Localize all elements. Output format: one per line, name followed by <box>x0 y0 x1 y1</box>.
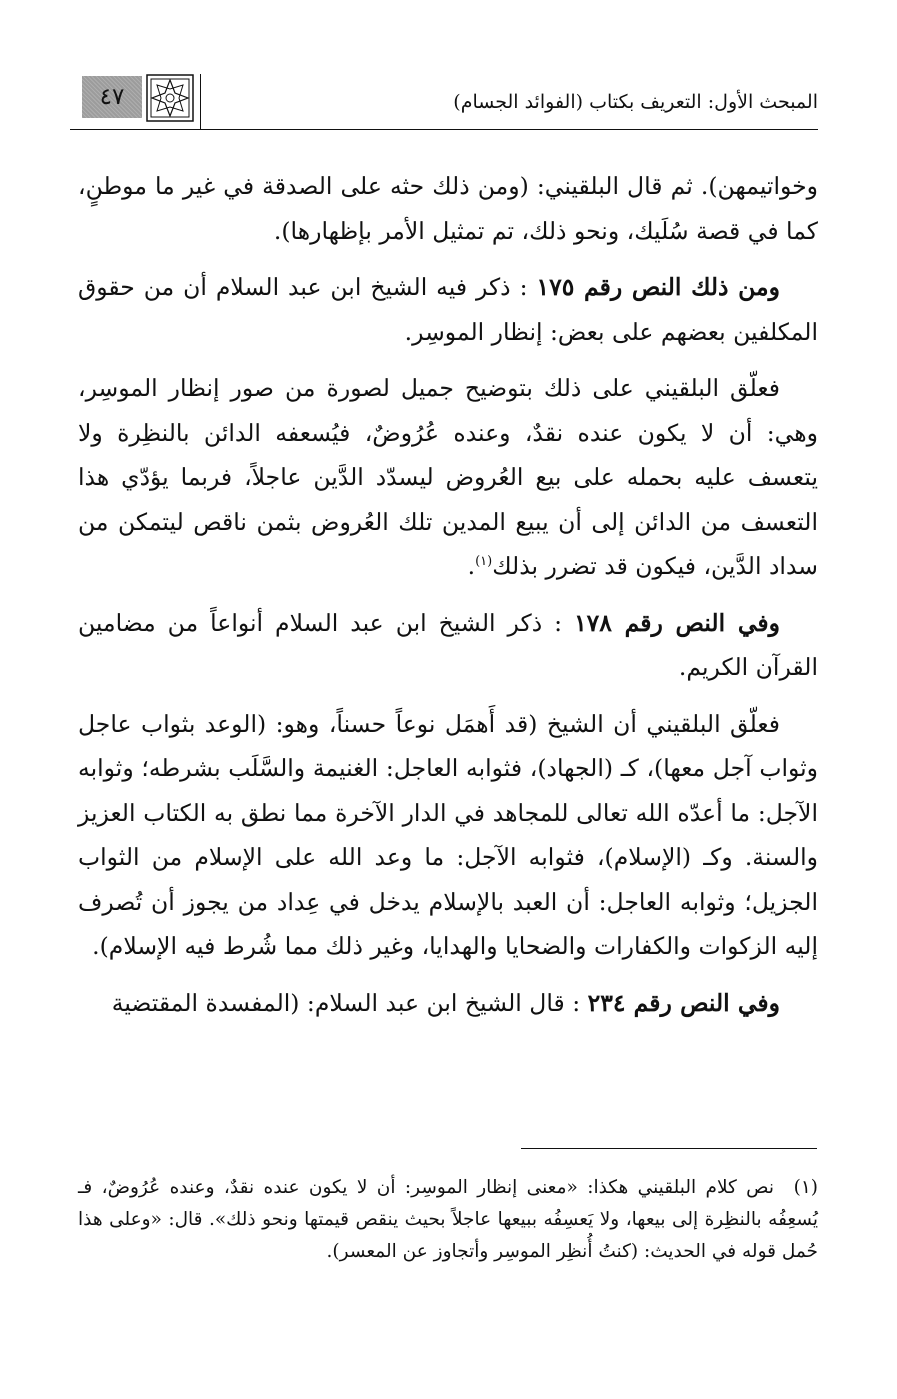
paragraph-lead: وفي النص رقم ١٧٨ <box>574 608 780 637</box>
header-title: المبحث الأول: التعريف بكتاب (الفوائد الجسام) <box>453 91 818 113</box>
paragraph-text: : ذكر الشيخ ابن عبد السلام أنواعاً من مضامين القرآن الكريم. <box>78 608 818 681</box>
footnote-text: نص كلام البلقيني هكذا: «معنى إنظار الموسِر: أن لا يكون عنده نقدٌ، وعنده عُرُوضٌ، فـ يُسعِفُه بالنظِرة إلى بيعها، ولا يَعسِفُه ببيعها عاجلاً بحيث ينقص قيمتها ونحو ذلك». قال: «وعلى هذا حُمل قوله في الحديث: (كنتُ أُنظِر الموسِر وأتجاوز عن المعسر). <box>78 1177 818 1262</box>
footnote-rule <box>521 1148 817 1149</box>
ornament-icon <box>146 74 194 122</box>
paragraph-text: فعلّق البلقيني على ذلك بتوضيح جميل لصورة من صور إنظار الموسِر، وهي: أن لا يكون عنده نقدٌ، وعنده عُرُوضٌ، فيُسعفه الدائن بالنظِرة ولا يتعسف عليه بحمله على بيع العُروض ليسدّد الدَّين عاجلاً، فربما يؤدّي هذا التعسف من الدائن إلى أن يبيع المدين تلك العُروض بثمن ناقص ليتمكن من سداد الدَّين، فيكون قد تضرر بذلك <box>78 374 818 580</box>
header-divider <box>200 74 201 130</box>
paragraph <box>78 265 818 354</box>
paragraph <box>78 366 818 589</box>
footnote-ref[interactable]: (١) <box>475 554 493 570</box>
paragraph-text: وخواتيمهن). ثم قال البلقيني: (ومن ذلك حثه على الصدقة في غير ما موطنٍ، كما في قصة سُلَيك، ونحو ذلك، تم تمثيل الأمر بإظهارها). <box>78 172 818 245</box>
running-header <box>70 70 818 130</box>
paragraph-lead: وفي النص رقم ٢٣٤ <box>587 988 780 1017</box>
paragraph <box>78 164 818 253</box>
paragraph-text: : قال الشيخ ابن عبد السلام: (المفسدة المقتضية <box>111 988 581 1017</box>
page-number-badge <box>82 76 142 118</box>
paragraph-lead: ومن ذلك النص رقم ١٧٥ <box>536 273 780 301</box>
page-number: ٤٧ <box>99 84 125 110</box>
paragraph-text: : ذكر فيه الشيخ ابن عبد السلام أن من حقوق المكلفين بعضهم على بعض: إنظار الموسِر. <box>78 273 818 346</box>
paragraph <box>78 981 818 1026</box>
header-rule <box>70 129 818 130</box>
footnote <box>78 1172 818 1268</box>
footnote-number: (١) <box>793 1177 818 1198</box>
paragraph-text: فعلّق البلقيني أن الشيخ (قد أَهمَل نوعاً حسناً، وهو: (الوعد بثواب عاجل وثواب آجل معها)، كـ (الجهاد)، فثوابه العاجل: الغنيمة والسَّلَب بشرطه؛ وثوابه الآجل: ما أعدّه الله تعالى للمجاهد في الدار الآخرة مما نطق به الكتاب العزيز والسنة. وكـ (الإسلام)، فثوابه الآجل: ما وعد الله على الإسلام من الثواب الجزيل؛ وثوابه العاجل: أن العبد بالإسلام يدخل في عِداد من يجوز أن تُصرف إليه الزكوات والكفارات والضحايا والهدايا، وغير ذلك مما شُرط فيه الإسلام). <box>78 709 818 960</box>
main-text <box>78 164 818 1037</box>
paragraph <box>78 702 818 969</box>
paragraph-tail: . <box>467 552 476 580</box>
paragraph <box>78 601 818 690</box>
